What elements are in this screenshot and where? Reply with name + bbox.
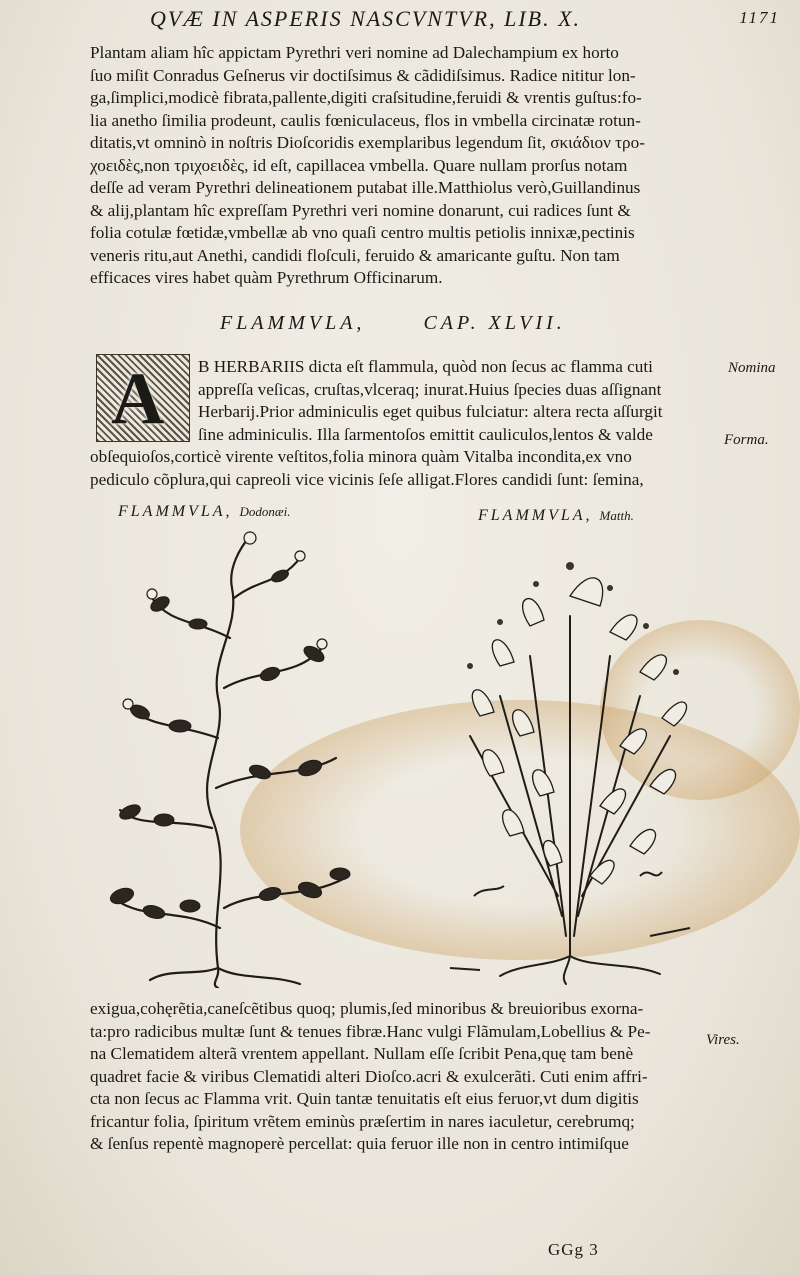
text-line: Plantam aliam hîc appictam Pyrethri veri nomine ad Dalechampium ex horto [90, 43, 619, 62]
figure-caption-left [118, 503, 290, 521]
text-line: fricantur folia, ſpiritum vrẽtem eminùs præſertim in nares iaculetur, cerebrumq; [90, 1111, 635, 1131]
text-line: appreſſa veſicas, cruſtas,vlceraq; inurat.Huius ſpecies duas aſſignant [198, 379, 662, 399]
text-line: efficaces vires habet quàm Pyrethrum Officinarum. [90, 268, 443, 287]
text-line: Herbarij.Prior adminiculis eget quibus fulciatur: altera recta aſſurgit [198, 402, 663, 421]
figure-author: Matth. [599, 508, 634, 523]
text-line: folia cotulæ fœtidæ,vmbellæ ab vno quaſi centro multis petiolis innixæ,pectinis [90, 223, 635, 242]
decorated-initial [96, 354, 190, 442]
text-line: lia anetho ſimilia prodeunt, caulis fœniculaceus, flos in vmbella circinatæ rotun- [90, 110, 641, 130]
margin-note-vires: Vires. [706, 1032, 740, 1048]
flammula-dodonaei-woodcut [100, 528, 360, 988]
text-line: ta:pro radicibus multæ ſunt & tenues fibræ.Hanc vulgi Flãmulam,Lobellius & Pe- [90, 1021, 651, 1041]
initial-letter: A [111, 358, 165, 440]
text-line: veneris ritu,aut Anethi, candidi floſculi, feruido & amaricante guſtu. Non tam [90, 245, 620, 265]
running-head [150, 6, 780, 32]
figure-caption-right [478, 507, 634, 525]
figure-title: FLAMMVLA, [118, 503, 233, 520]
bottom-paragraph [90, 998, 730, 1156]
text-line: exigua,cohęrẽtia,caneſcẽtibus quoq; plumis,ſed minoribus & breuioribus exorna- [90, 999, 644, 1018]
text-line: quadret facie & viribus Clematidi alteri Dioſco.acri & exulcerãti. Cuti enim affri- [90, 1066, 648, 1086]
text-line: pediculo cõplura,qui capreoli vice vicinis ſeſe alligat.Flores candidi ſunt: ſemina, [90, 469, 644, 489]
text-line: na Clematidem alterã vrentem appellant. Nullam eſſe ſcribit Pena,quę tam benè [90, 1044, 634, 1063]
margin-note-nomina: Nomina [728, 360, 776, 376]
text-line: B HERBARIIS dicta eſt flammula, quòd non ſecus ac flamma cuti [198, 357, 653, 376]
figure-title: FLAMMVLA, [478, 507, 593, 524]
text-line: ſuo miſit Conradus Geſnerus vir doctiſsimus & cãdidiſsimus. Radice nititur lon- [90, 65, 636, 85]
text-line: & ſenſus repentè magnoperè percellat: quia feruor ille non in centro intimiſque [90, 1134, 629, 1153]
running-title: QVÆ IN ASPERIS NASCVNTVR, LIB. X. [150, 6, 582, 31]
chapter-number: CAP. XLVII. [423, 312, 566, 334]
text-line: obſequioſos,corticè virente veſtitos,folia minora quàm Vitalba incondita,ex vno [90, 447, 632, 466]
text-line: ſine adminiculis. Illa ſarmentoſos emittit cauliculos,lentos & valde [198, 424, 653, 444]
text-line: & alij,plantam hîc expreſſam Pyrethri veri nomine donarunt, cui radices ſunt & [90, 200, 631, 220]
text-line: χοειδὲς,non τριχοειδὲς, id eſt, capillacea vmbella. Quare nullam prorſus notam [90, 155, 628, 175]
folio-number: 1171 [739, 8, 780, 27]
flammula-matthioli-woodcut [440, 536, 700, 986]
chapter-title: FLAMMVLA, [220, 312, 366, 334]
text-line: deſſe ad veram Pyrethri delineationem putabat ille.Matthiolus verò,Guillandinus [90, 178, 641, 197]
margin-note-forma: Forma. [724, 432, 769, 448]
top-paragraph [90, 42, 730, 290]
signature-mark: GGg 3 [548, 1240, 599, 1259]
text-line: ga,ſimplici,modicè fibrata,pallente,digiti craſsitudine,feruidi & vrentis guſtus:fo- [90, 88, 642, 107]
chapter-paragraph-indented [198, 356, 723, 446]
chapter-paragraph [90, 446, 730, 491]
text-line: cta non ſecus ac Flamma vrit. Quin tantæ tenuitatis eſt eius feruor,vt dum digitis [90, 1089, 639, 1108]
text-line: ditatis,vt omninò in noſtris Dioſcoridis exemplaribus legendum ſit, σκιάδιον τρο- [90, 133, 645, 152]
figure-author: Dodonæi. [239, 504, 291, 519]
chapter-heading [220, 312, 640, 335]
